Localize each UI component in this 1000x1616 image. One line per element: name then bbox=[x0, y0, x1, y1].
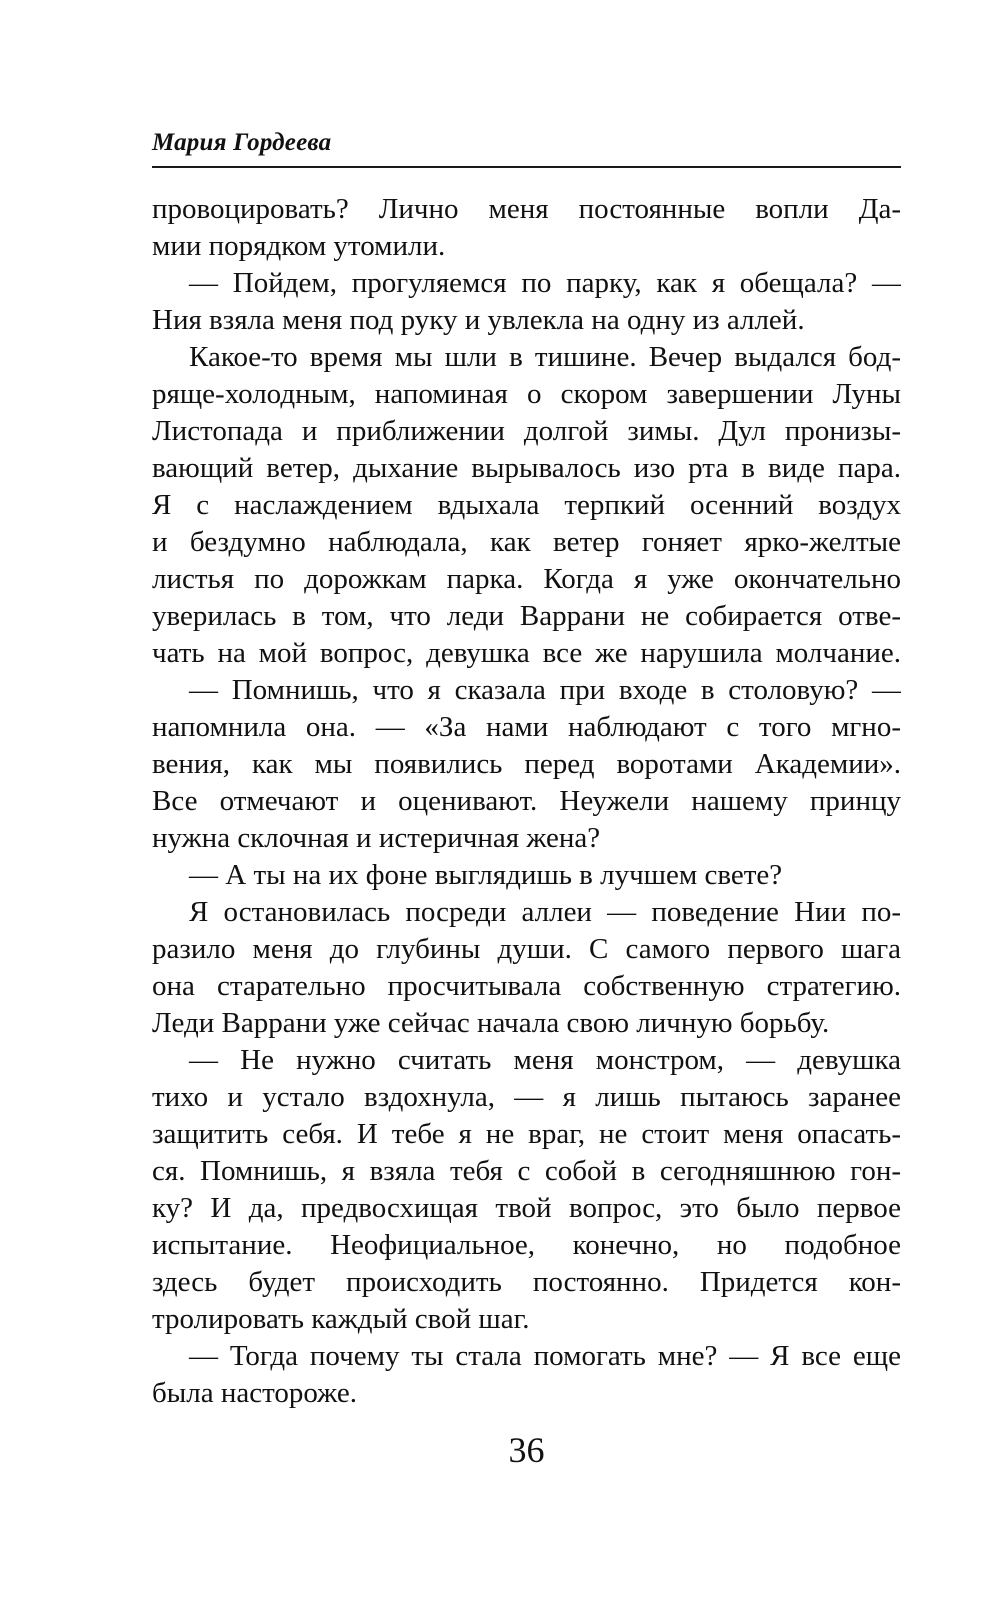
text-line: вающий ветер, дыхание вырывалось изо рта в виде пара. bbox=[152, 452, 901, 484]
text-line: разило меня до глубины души. С самого первого шага bbox=[152, 933, 901, 965]
text-line: она старательно просчитывала собственную стратегию. bbox=[152, 970, 901, 1002]
text-line: нужна склочная и истеричная жена? bbox=[152, 822, 601, 854]
text-line: вения, как мы появились перед воротами Академии». bbox=[152, 748, 901, 780]
text-line: мии порядком утомили. bbox=[152, 230, 446, 262]
text-line: и бездумно наблюдала, как ветер гоняет ярко-желтые bbox=[152, 526, 901, 558]
text-line: Я с наслаждением вдыхала терпкий осенний воздух bbox=[152, 489, 901, 521]
text-line: ку? И да, предвосхищая твой вопрос, это было первое bbox=[152, 1192, 901, 1224]
text-line: — Тогда почему ты стала помогать мне? — Я все еще bbox=[189, 1340, 901, 1372]
text-line: — Помнишь, что я сказала при входе в столовую? — bbox=[189, 674, 901, 706]
author-name: Мария Гордеева bbox=[152, 129, 332, 156]
header-rule bbox=[152, 166, 901, 168]
text-line: ряще-холодным, напоминая о скором завершении Луны bbox=[152, 378, 901, 410]
text-line: напомнила она. — «За нами наблюдают с того мгно- bbox=[152, 711, 901, 743]
text-line: — Не нужно считать меня монстром, — девушка bbox=[189, 1044, 901, 1076]
text-line: тихо и устало вздохнула, — я лишь пытаюсь заранее bbox=[152, 1081, 901, 1113]
text-line: Листопада и приближении долгой зимы. Дул пронизы- bbox=[152, 415, 901, 447]
body-text bbox=[152, 191, 901, 1412]
text-line: листья по дорожкам парка. Когда я уже окончательно bbox=[152, 563, 901, 595]
text-line: уверилась в том, что леди Варрани не собирается отве- bbox=[152, 600, 901, 632]
text-line: испытание. Неофициальное, конечно, но подобное bbox=[152, 1229, 901, 1261]
text-line: провоцировать? Лично меня постоянные вопли Да- bbox=[152, 193, 901, 225]
text-line: была настороже. bbox=[152, 1377, 357, 1409]
text-line: Я остановилась посреди аллеи — поведение Нии по- bbox=[189, 896, 901, 928]
text-line: чать на мой вопрос, девушка все же нарушила молчание. bbox=[152, 637, 901, 669]
text-line: Какое-то время мы шли в тишине. Вечер выдался бод- bbox=[189, 341, 901, 373]
text-line: ся. Помнишь, я взяла тебя с собой в сегодняшнюю гон- bbox=[152, 1155, 901, 1187]
text-line: здесь будет происходить постоянно. Придется кон- bbox=[152, 1266, 901, 1298]
running-header bbox=[152, 127, 902, 159]
page-number: 36 bbox=[508, 1430, 545, 1470]
text-line: — Пойдем, прогуляемся по парку, как я обещала? — bbox=[189, 267, 901, 299]
text-line: Леди Варрани уже сейчас начала свою личную борьбу. bbox=[152, 1007, 830, 1039]
text-line: тролировать каждый свой шаг. bbox=[152, 1303, 530, 1335]
text-line: Ния взяла меня под руку и увлекла на одну из аллей. bbox=[152, 304, 805, 336]
text-line: защитить себя. И тебе я не враг, не стоит меня опасать- bbox=[152, 1118, 901, 1150]
text-line: — А ты на их фоне выглядишь в лучшем свете? bbox=[189, 859, 783, 891]
text-line: Все отмечают и оценивают. Неужели нашему принцу bbox=[152, 785, 901, 817]
